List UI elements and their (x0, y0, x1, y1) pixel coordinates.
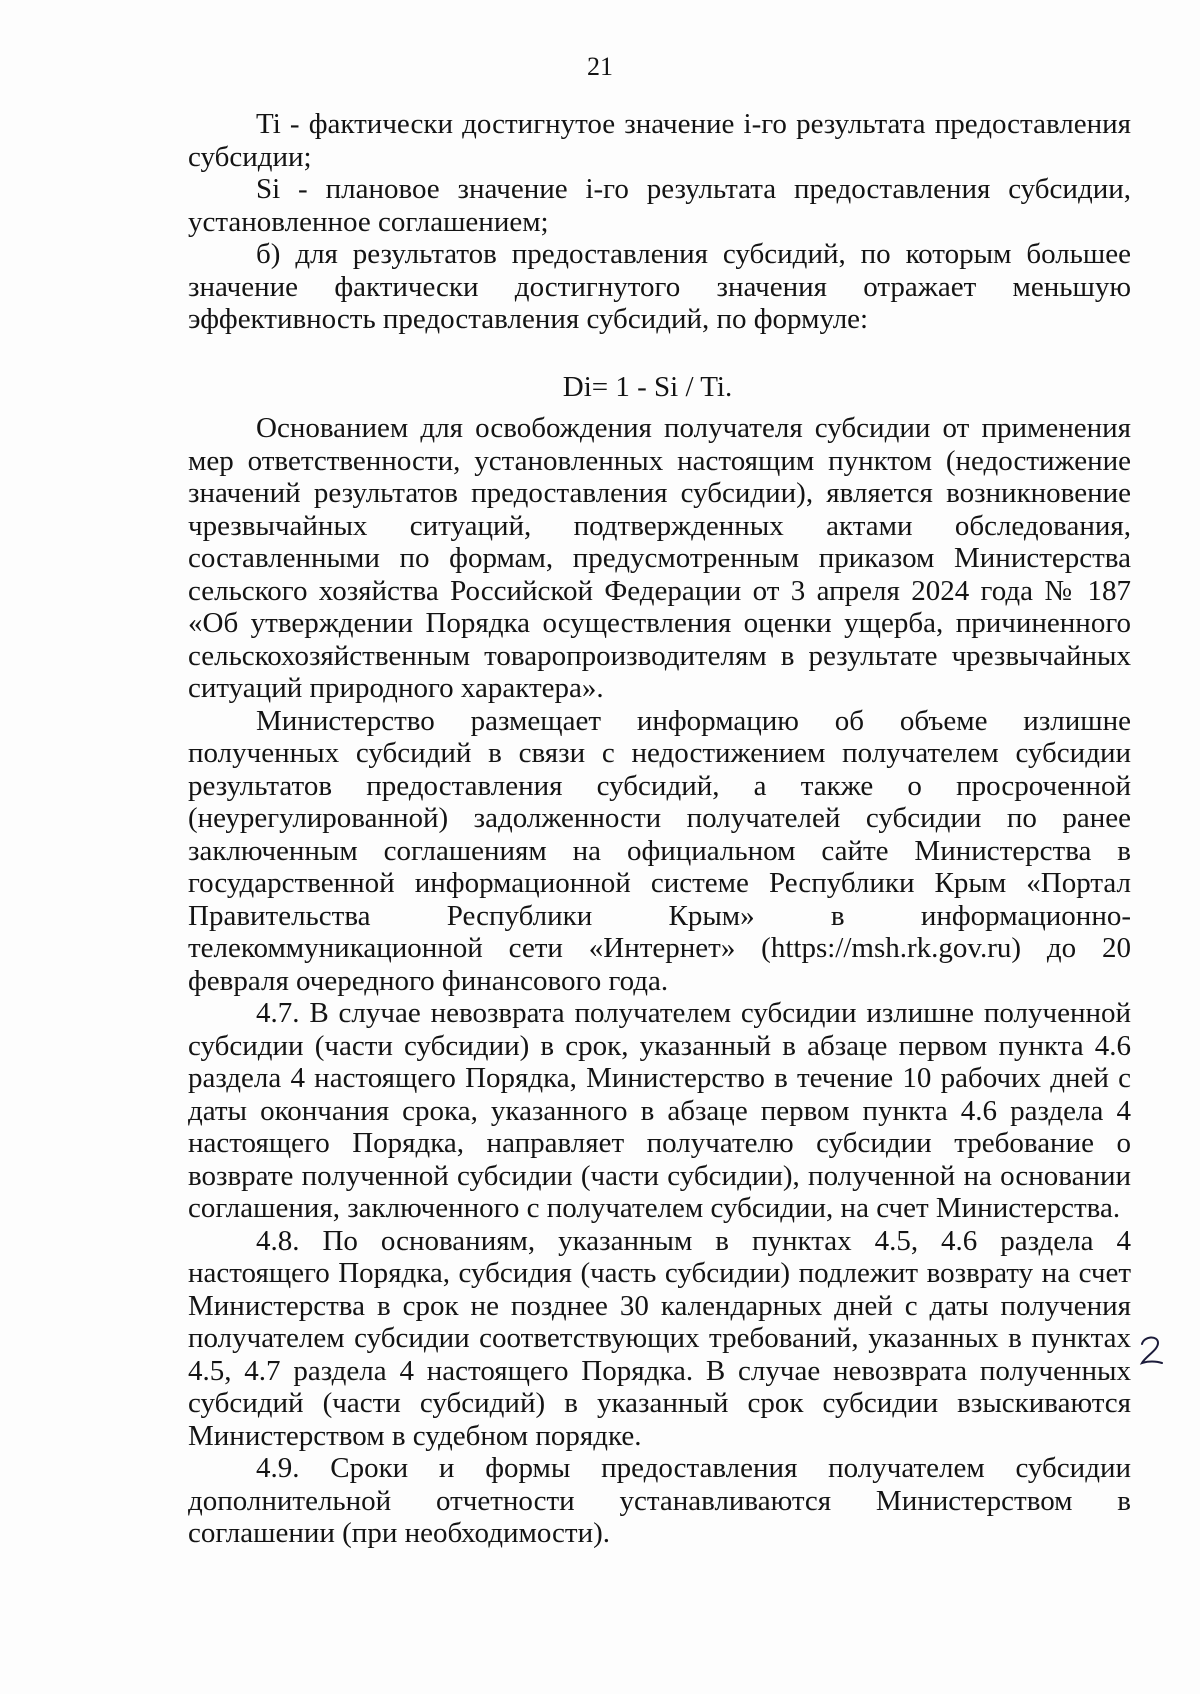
main-text-block (188, 412, 1131, 1550)
formula: Di= 1 - Si / Ti. (562, 371, 733, 403)
paragraph-4-9: 4.9. Сроки и формы предоставления получателем субсидии дополнительной отчетности устанавливаются Министерством в соглашении (при необходимости). (188, 1452, 1131, 1549)
paragraph-si-definition: Si - плановое значение i-го результата предоставления субсидии, установленное соглашением; (188, 173, 1131, 238)
handwritten-page-mark (1136, 1330, 1166, 1370)
paragraph-exemption-basis: Основанием для освобождения получателя субсидии от применения мер ответственности, установленных настоящим пунктом (недостижение значений результатов предоставления субсидии), является возникновение чрезвычайных ситуаций, подтвержденных актами обследования, составленными по формам, предусмотренным приказом Министерства сельского хозяйства Российской Федерации от 3 апреля 2024 года № 187 «Об утверждении Порядка осуществления оценки ущерба, причиненного сельскохозяйственным товаропроизводителям в результате чрезвычайных ситуаций природного характера». (188, 412, 1131, 704)
paragraph-formula-intro: б) для результатов предоставления субсидий, по которым большее значение фактически достигнутого значения отражает меньшую эффективность предоставления субсидий, по формуле: (188, 238, 1131, 335)
paragraph-ti-definition: Ti - фактически достигнутое значение i-го результата предоставления субсидии; (188, 108, 1131, 173)
page-number: 21 (587, 52, 613, 81)
top-text-block (188, 108, 1131, 336)
paragraph-4-8: 4.8. По основаниям, указанным в пунктах 4.5, 4.6 раздела 4 настоящего Порядка, субсидия (часть субсидии) подлежит возврату на счет Министерства в срок не позднее 30 календарных дней с даты получения получателем субсидии соответствующих требований, указанных в пунктах 4.5, 4.7 раздела 4 настоящего Порядка. В случае невозврата полученных субсидий (части субсидий) в указанный срок субсидии взыскиваются Министерством в судебном порядке. (188, 1224, 1131, 1452)
paragraph-4-7: 4.7. В случае невозврата получателем субсидии излишне полученной субсидии (части субсидии) в срок, указанный в абзаце первом пункта 4.6 раздела 4 настоящего Порядка, Министерство в течение 10 рабочих дней с даты окончания срока, указанного в абзаце первом пункта 4.6 раздела 4 настоящего Порядка, направляет получателю субсидии требование о возврате полученной субсидии (части субсидии), полученной на основании соглашения, заключенного с получателем субсидии, на счет Министерства. (188, 997, 1131, 1224)
paragraph-ministry-publication: Министерство размещает информацию об объеме излишне полученных субсидий в связи с недостижением получателем субсидии результатов предоставления субсидий, а также о просроченной (неурегулированной) задолженности получателей субсидии по ранее заключенным соглашениям на официальном сайте Министерства в государственной информационной системе Республики Крым «Портал Правительства Республики Крым» в информационно-телекоммуникационной сети «Интернет» (https://msh.rk.gov.ru) до 20 февраля очередного финансового года. (188, 704, 1131, 997)
